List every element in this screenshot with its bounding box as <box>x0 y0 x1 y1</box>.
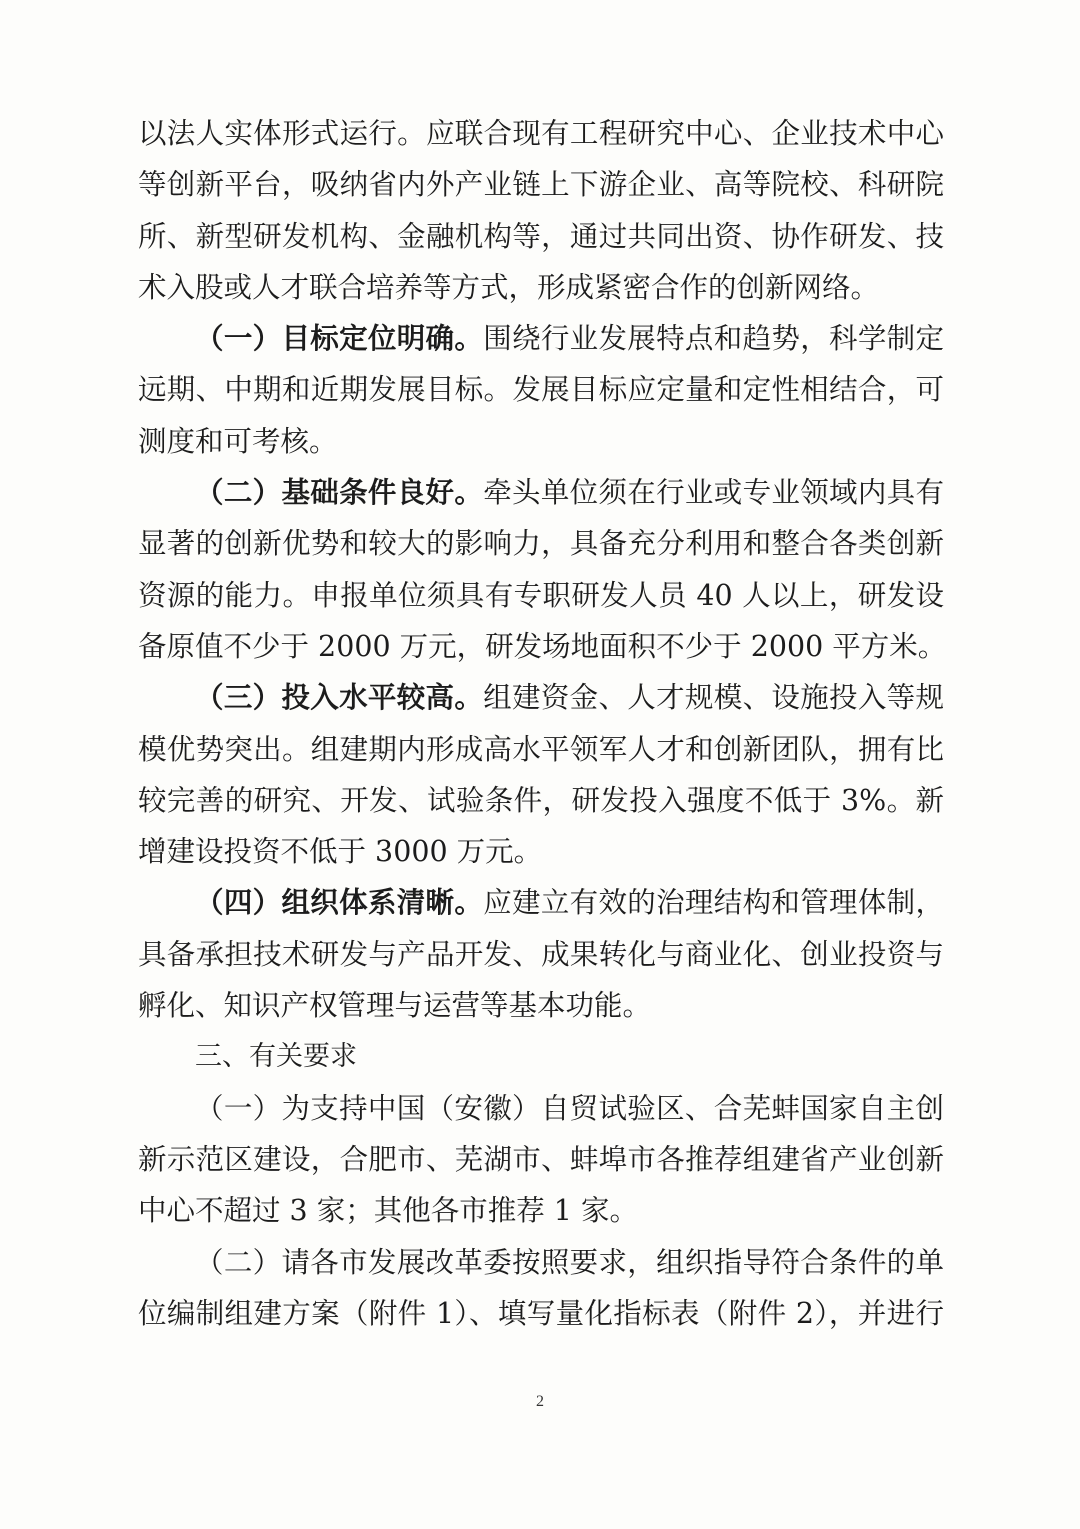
item-text: 组建资金、人才规模、设施投入等规 <box>483 681 944 715</box>
text-line: 显著的创新优势和较大的影响力，具备充分利用和整合各类创新 <box>138 527 944 561</box>
text-line: 术入股或人才联合培养等方式，形成紧密合作的创新网络。 <box>138 270 880 304</box>
item-lead: （一）目标定位明确。 <box>195 321 484 356</box>
text-line: 等创新平台，吸纳省内外产业链上下游企业、高等院校、科研院 <box>138 168 944 202</box>
text-line: 具备承担技术研发与产品开发、成果转化与商业化、创业投资与 <box>138 937 944 971</box>
text-line: （一）为支持中国（安徽）自贸试验区、合芜蚌国家自主创 <box>195 1091 944 1125</box>
text-line: 中心不超过 3 家；其他各市推荐 1 家。 <box>138 1194 639 1228</box>
requirement-1 <box>138 1083 944 1237</box>
text-line <box>138 877 944 928</box>
text-line: 较完善的研究、开发、试验条件，研发投入强度不低于 3%。新 <box>138 783 944 817</box>
text-line: 位编制组建方案（附件 1）、填写量化指标表（附件 2），并进行 <box>138 1296 944 1330</box>
text-line: 备原值不少于 2000 万元，研发场地面积不少于 2000 平方米。 <box>138 629 947 663</box>
text-line: （二）请各市发展改革委按照要求，组织指导符合条件的单 <box>195 1245 944 1279</box>
text-line: 增建设投资不低于 3000 万元。 <box>138 835 543 869</box>
item-text: 应建立有效的治理结构和管理体制， <box>483 886 944 920</box>
item-lead: （三）投入水平较高。 <box>195 680 484 715</box>
text-line: 测度和可考核。 <box>138 424 338 458</box>
requirement-2 <box>138 1237 944 1340</box>
text-line: 资源的能力。申报单位须具有专职研发人员 40 人以上，研发设 <box>138 578 944 612</box>
paragraph-intro <box>138 108 944 313</box>
paragraph-item-4 <box>138 877 944 1031</box>
text-line: 新示范区建设，合肥市、芜湖市、蚌埠市各推荐组建省产业创新 <box>138 1142 944 1176</box>
paragraph-item-3 <box>138 672 944 877</box>
paragraph-item-2 <box>138 467 947 672</box>
section-heading: 三、有关要求 <box>195 1041 357 1073</box>
page-number: 2 <box>536 1393 544 1410</box>
paragraph-item-1 <box>138 313 944 467</box>
text-line <box>138 672 944 723</box>
item-lead: （四）组织体系清晰。 <box>195 885 484 920</box>
text-line: 远期、中期和近期发展目标。发展目标应定量和定性相结合，可 <box>138 373 944 407</box>
text-line: 孵化、知识产权管理与运营等基本功能。 <box>138 989 652 1023</box>
text-line: 以法人实体形式运行。应联合现有工程研究中心、企业技术中心 <box>138 117 944 150</box>
text-line: 所、新型研发机构、金融机构等，通过共同出资、协作研发、技 <box>138 219 944 253</box>
body-text <box>138 108 947 1339</box>
text-line <box>138 313 944 364</box>
item-text: 牵头单位须在行业或专业领域内具有 <box>483 476 944 510</box>
text-line <box>138 467 944 518</box>
item-text: 围绕行业发展特点和趋势，科学制定 <box>483 322 944 356</box>
item-lead: （二）基础条件良好。 <box>195 475 484 510</box>
text-line: 模优势突出。组建期内形成高水平领军人才和创新团队，拥有比 <box>138 732 944 766</box>
